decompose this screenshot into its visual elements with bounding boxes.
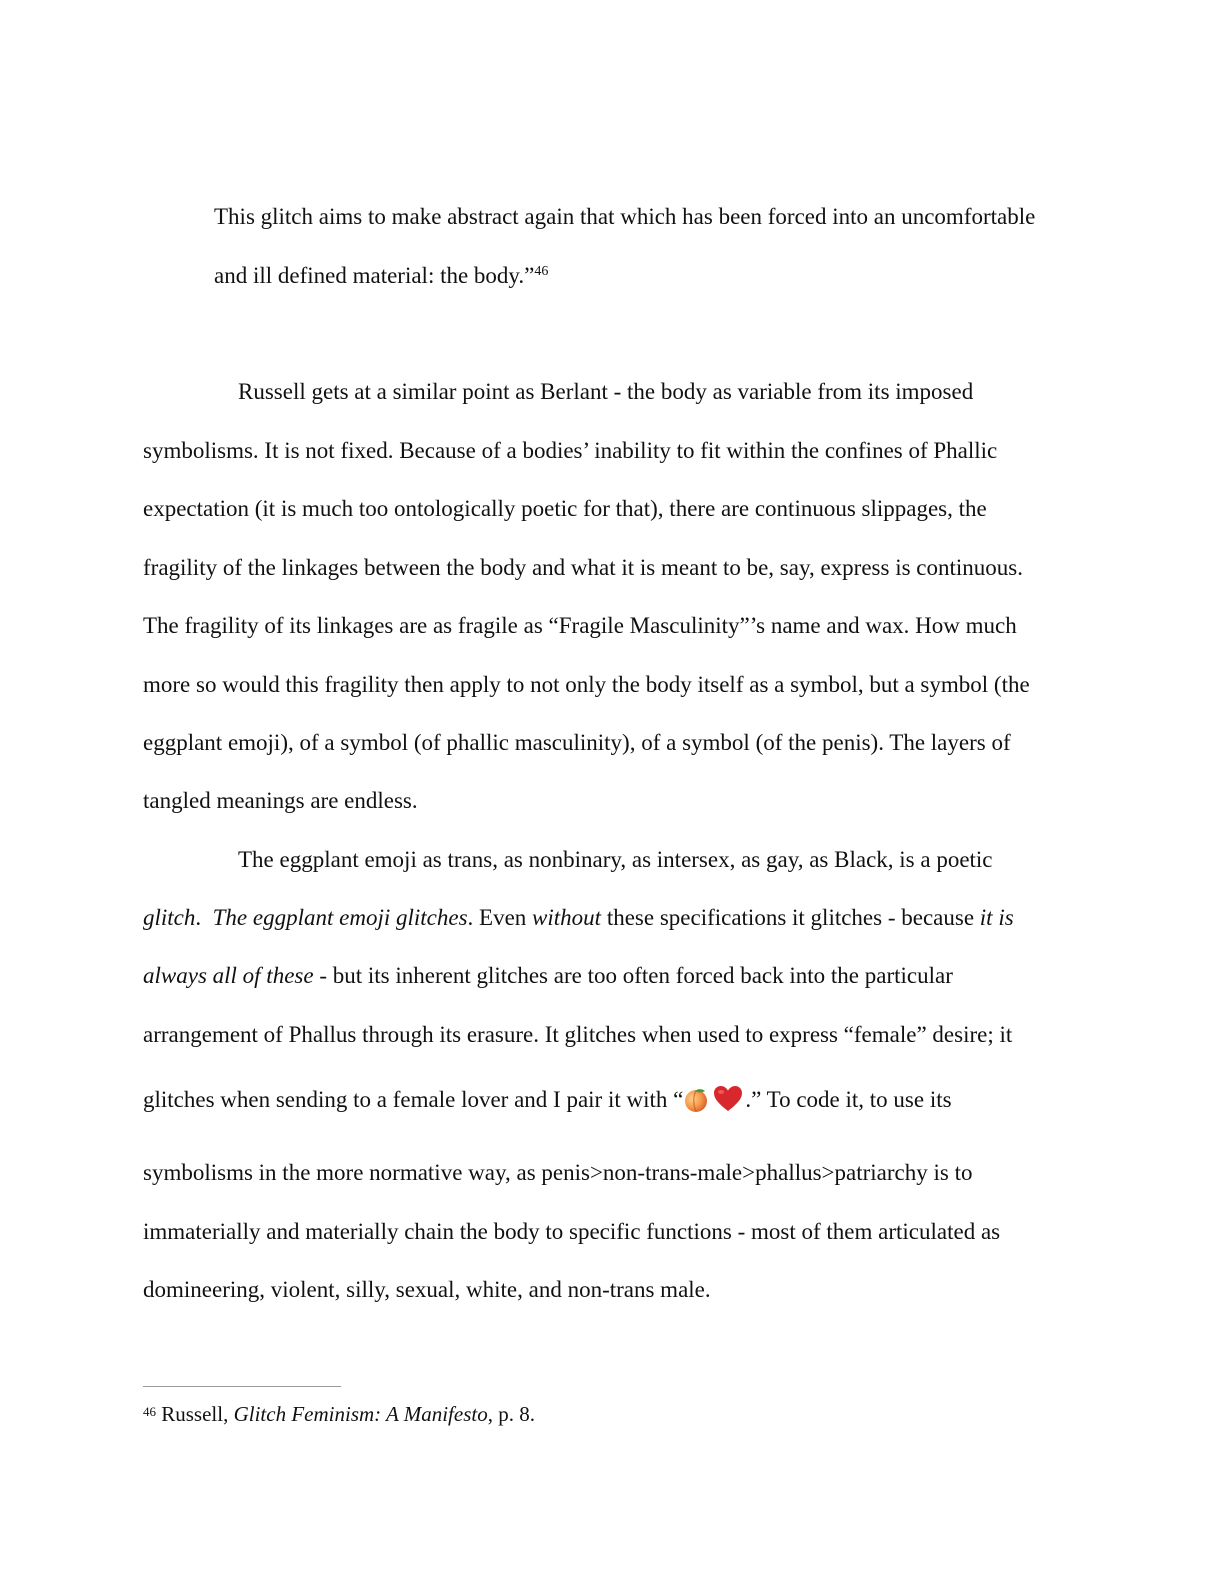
paragraph-2-line bbox=[143, 1020, 1012, 1050]
paragraph-1-line bbox=[143, 553, 1023, 583]
paragraph-2-line bbox=[143, 903, 1014, 933]
footnote-number: 46 bbox=[143, 1404, 156, 1419]
blockquote-text-1: This glitch aims to make abstract again that which has been forced into an uncomfortable bbox=[214, 204, 1036, 229]
italic-text: without bbox=[532, 905, 602, 930]
blockquote-text-2: and ill defined material: the body.” bbox=[214, 263, 535, 288]
paragraph-1-text: tangled meanings are endless. bbox=[143, 788, 418, 813]
paragraph-2-line bbox=[143, 961, 953, 991]
paragraph-2-text: The eggplant emoji as trans, as nonbinary, as intersex, as gay, as Black, is a poetic bbox=[238, 847, 993, 872]
paragraph-1-line bbox=[143, 494, 987, 524]
footnote-page: , p. 8. bbox=[487, 1402, 535, 1426]
paragraph-1-text: symbolisms. It is not fixed. Because of a bodies’ inability to fit within the confines of Phallic bbox=[143, 438, 998, 463]
paragraph-2-text: glitches when sending to a female lover and I pair it with “ bbox=[143, 1087, 684, 1112]
italic-text: The eggplant emoji glitches bbox=[212, 905, 468, 930]
paragraph-1-line bbox=[143, 611, 1017, 641]
paragraph-2-line bbox=[238, 845, 993, 875]
paragraph-2-text: .” To code it, to use its bbox=[745, 1087, 952, 1112]
paragraph-2-line bbox=[143, 1275, 711, 1305]
paragraph-1-line bbox=[143, 728, 1011, 758]
paragraph-2-line bbox=[143, 1085, 952, 1115]
paragraph-2-text: immaterially and materially chain the body to specific functions - most of them articulated as bbox=[143, 1219, 1001, 1244]
italic-text: glitch bbox=[143, 905, 196, 930]
paragraph-2-text: these specifications it glitches - because bbox=[601, 905, 980, 930]
paragraph-1-line bbox=[143, 670, 1030, 700]
paragraph-1-line bbox=[238, 377, 973, 407]
italic-text: always all of these bbox=[143, 963, 314, 988]
paragraph-1-line bbox=[143, 786, 418, 816]
paragraph-1-text: fragility of the linkages between the body and what it is meant to be, say, express is continuous. bbox=[143, 555, 1023, 580]
paragraph-2-text: domineering, violent, silly, sexual, white, and non-trans male. bbox=[143, 1277, 711, 1302]
blockquote-line-1 bbox=[214, 202, 1035, 232]
blockquote-line-2 bbox=[214, 261, 548, 291]
paragraph-2-line bbox=[143, 1158, 972, 1188]
footnote-reference[interactable]: 46 bbox=[534, 264, 549, 279]
footnote-author: Russell, bbox=[156, 1402, 234, 1426]
paragraph-1-text: Russell gets at a similar point as Berlant - the body as variable from its imposed bbox=[238, 379, 974, 404]
paragraph-1-text: eggplant emoji), of a symbol (of phallic masculinity), of a symbol (of the penis). The layers of bbox=[143, 730, 1011, 755]
footnote-separator bbox=[143, 1386, 341, 1387]
paragraph-1-text: The fragility of its linkages are as fragile as “Fragile Masculinity”’s name and wax. How much bbox=[143, 613, 1017, 638]
paragraph-2-text: - but its inherent glitches are too often forced back into the particular bbox=[313, 963, 953, 988]
footnote-title: Glitch Feminism: A Manifesto bbox=[233, 1402, 488, 1426]
paragraph-2-text: . Even bbox=[467, 905, 533, 930]
paragraph-2-text: . bbox=[195, 905, 213, 930]
peach-icon bbox=[683, 1087, 709, 1113]
paragraph-2-text: arrangement of Phallus through its erasure. It glitches when used to express “female” desire; it bbox=[143, 1022, 1013, 1047]
footnote bbox=[143, 1400, 535, 1428]
paragraph-1-text: expectation (it is much too ontologically poetic for that), there are continuous slippages, the bbox=[143, 496, 987, 521]
italic-text: it is bbox=[979, 905, 1014, 930]
red-heart-icon bbox=[713, 1085, 743, 1113]
paragraph-2-text: symbolisms in the more normative way, as penis>non-trans-male>phallus>patriarchy is to bbox=[143, 1160, 973, 1185]
paragraph-1-line bbox=[143, 436, 997, 466]
paragraph-2-line bbox=[143, 1217, 1000, 1247]
paragraph-1-text: more so would this fragility then apply to not only the body itself as a symbol, but a symbol (the bbox=[143, 672, 1030, 697]
